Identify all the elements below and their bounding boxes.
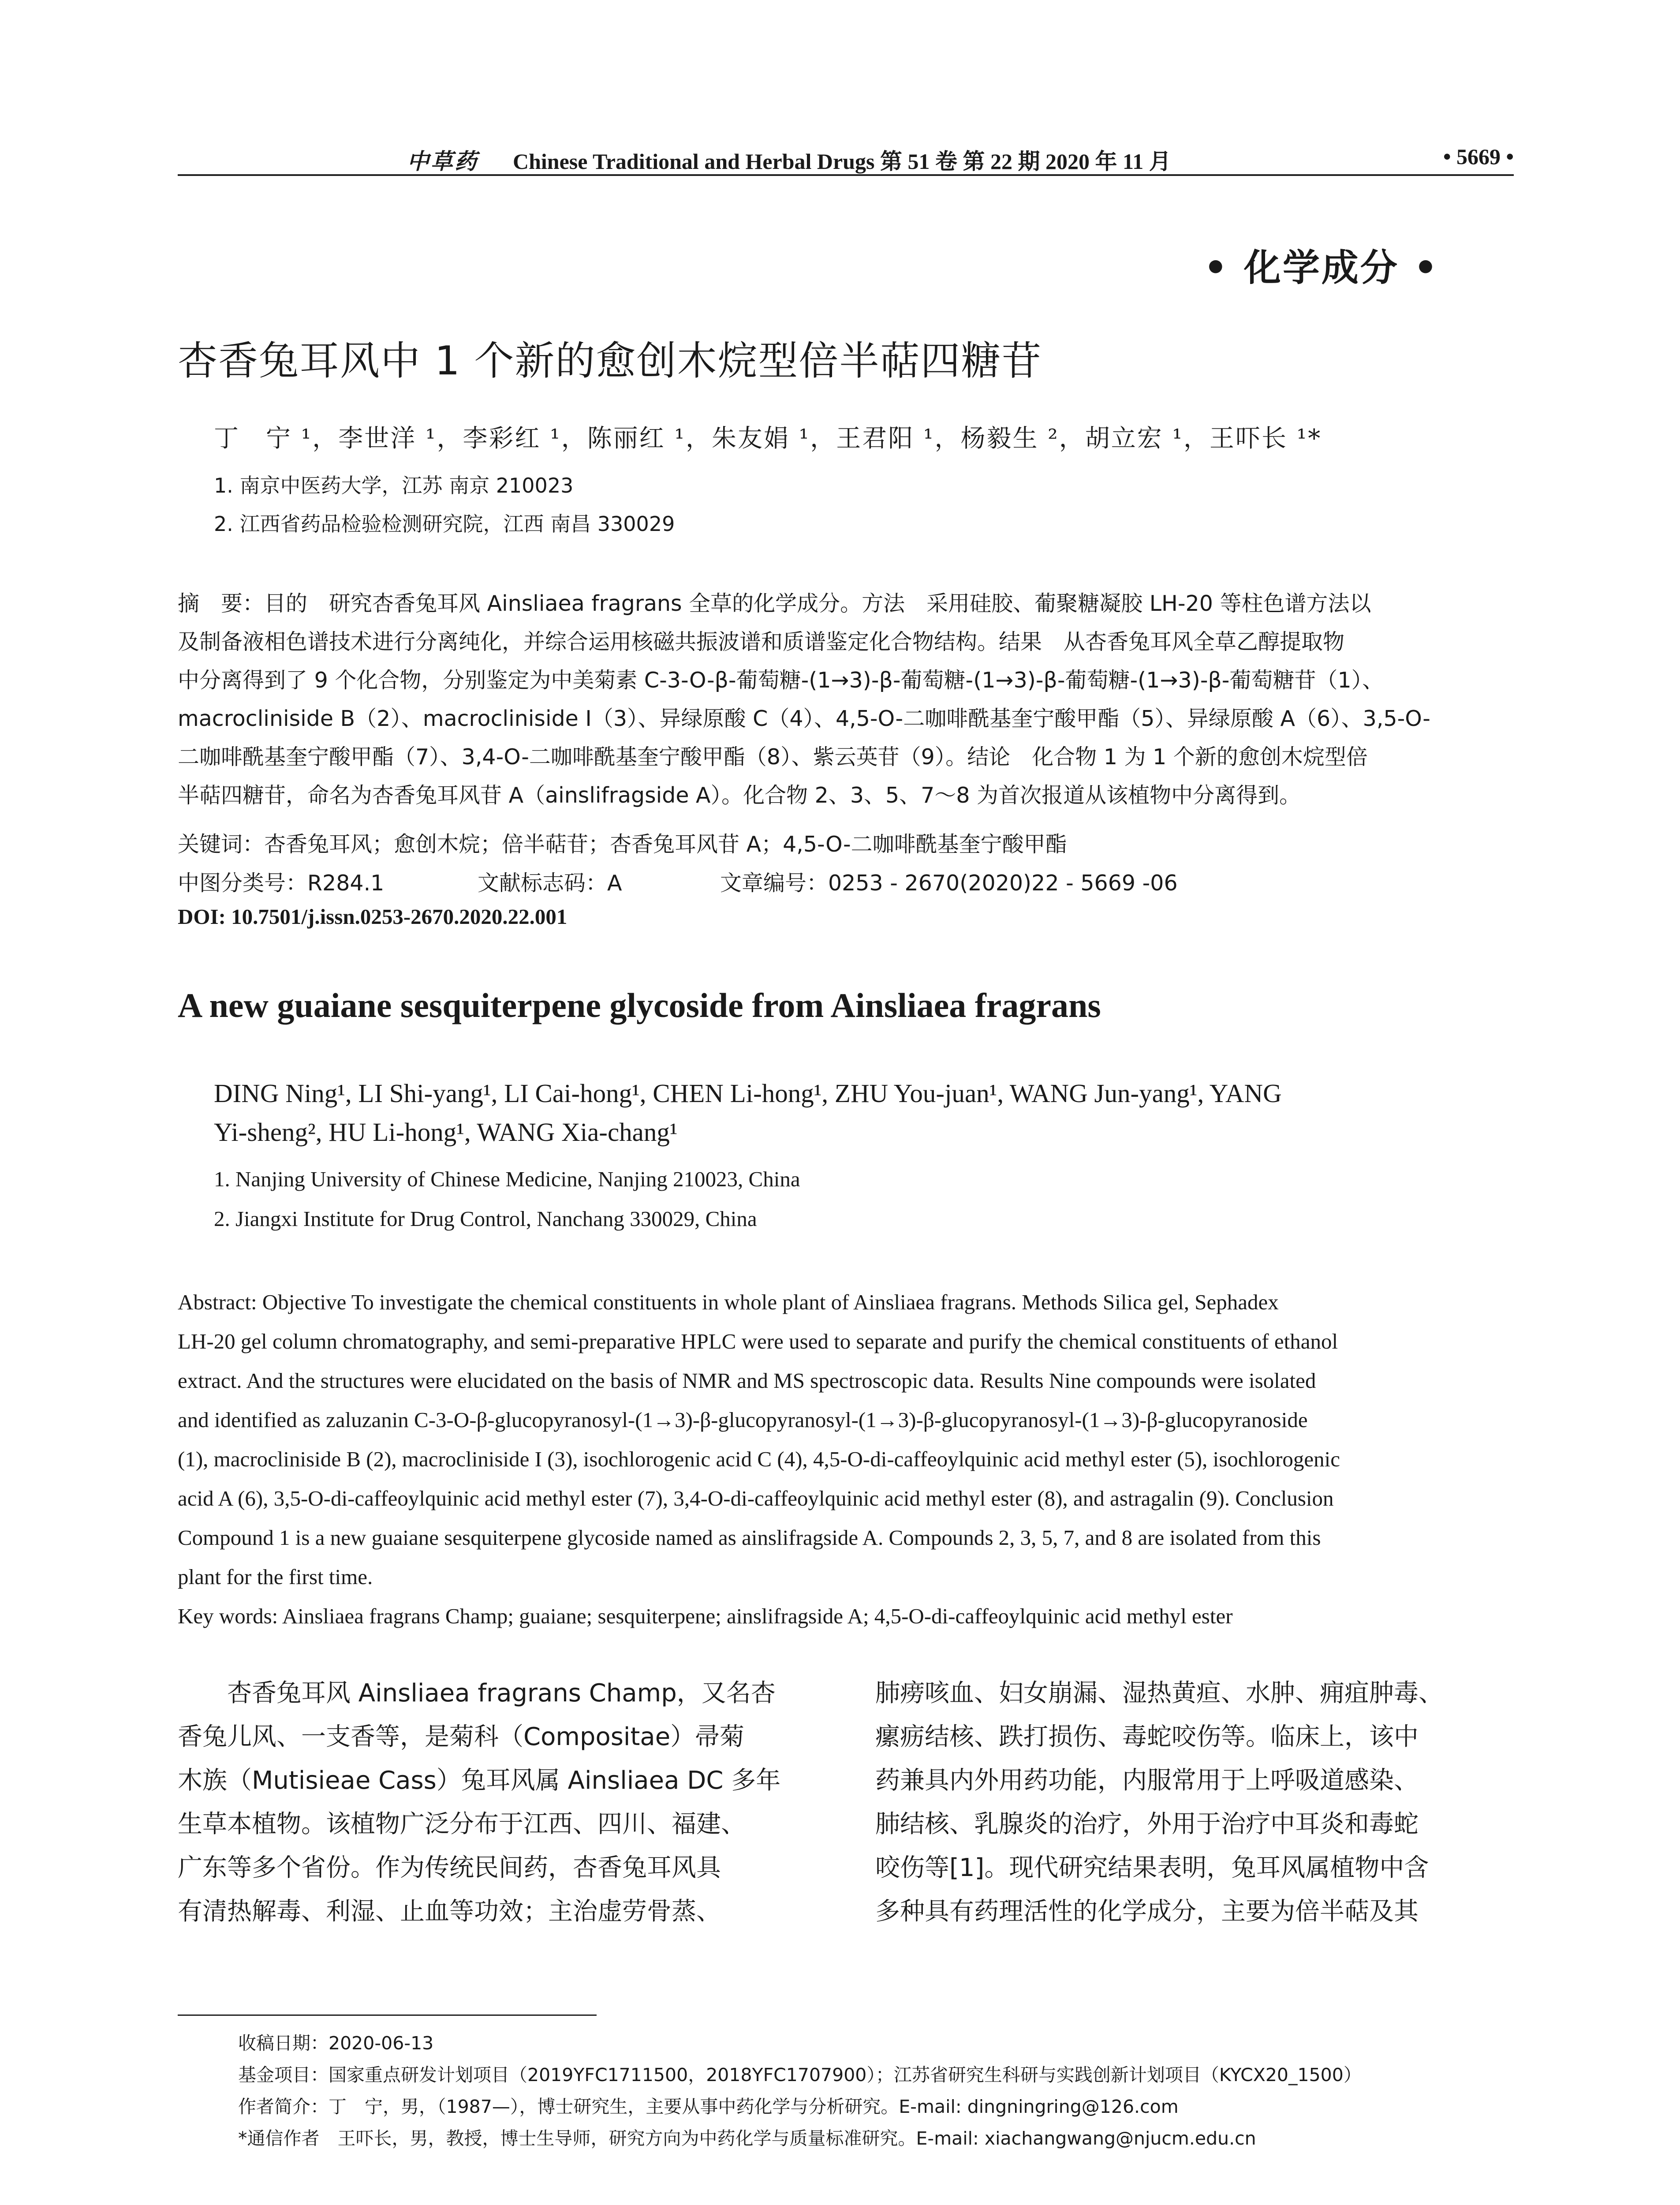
header-rule	[178, 174, 1514, 176]
affiliation-cn-1: 1. 南京中医药大学，江苏 南京 210023	[214, 474, 574, 497]
body-line: 生草本植物。该植物广泛分布于江西、四川、福建、	[178, 1810, 746, 1839]
abstract-en-line: Abstract: Objective To investigate the chemical constituents in whole plant of Ainsliaea fragrans. Methods Silica gel, Sephadex	[178, 1290, 1279, 1314]
title-cn: 杏香兔耳风中 1 个新的愈创木烷型倍半萜四糖苷	[178, 338, 1042, 384]
body-line: 肺结核、乳腺炎的治疗，外用于治疗中耳炎和毒蛇	[875, 1810, 1419, 1839]
journal-info: Chinese Traditional and Herbal Drugs 第 51 卷 第 22 期 2020 年 11 月	[513, 149, 1171, 174]
body-line: 有清热解毒、利湿、止血等功效；主治虚劳骨蒸、	[178, 1897, 721, 1926]
abstract-en-line: extract. And the structures were elucidated on the basis of NMR and MS spectroscopic data. Results Nine compounds were isolated	[178, 1368, 1316, 1393]
body-line: 木族（Mutisieae Cass）兔耳风属 Ainsliaea DC 多年	[178, 1766, 781, 1795]
authors-en	[214, 1074, 1515, 1151]
footnote-received: 收稿日期：2020-06-13	[238, 2033, 434, 2054]
footnote-author: 作者简介：丁 宁，男，（1987—），博士研究生，主要从事中药化学与分析研究。E-mail: dingningring@126.com	[238, 2096, 1179, 2117]
abstract-cn-line: macrocliniside B（2）、macrocliniside I（3）、异绿原酸 C（4）、4,5-O-二咖啡酰基奎宁酸甲酯（5）、异绿原酸 A（6）、3,5-O-	[178, 706, 1430, 731]
footnote-corresponding: *通信作者 王吓长，男，教授，博士生导师，研究方向为中药化学与质量标准研究。E-mail: xiachangwang@njucm.edu.cn	[238, 2128, 1256, 2149]
body-line: 杏香兔耳风 Ainsliaea fragrans Champ，又名杏	[178, 1679, 776, 1708]
article-number: 文章编号：0253 - 2670(2020)22 - 5669 -06	[720, 871, 1178, 896]
authors-en-line: DING Ning¹, LI Shi-yang¹, LI Cai-hong¹, CHEN Li-hong¹, ZHU You-juan¹, WANG Jun-yang¹, YANG	[214, 1079, 1282, 1108]
footnote-rule	[178, 2014, 597, 2016]
keywords-en: Key words: Ainsliaea fragrans Champ; guaiane; sesquiterpene; ainslifragside A; 4,5-O-di-caffeoylquinic acid methyl ester	[178, 1604, 1233, 1628]
abstract-en-line: and identified as zaluzanin C-3-O-β-glucopyranosyl-(1→3)-β-glucopyranosyl-(1→3)-β-glucopyranosyl-(1→3)-β-glucopyranoside	[178, 1408, 1308, 1432]
abstract-cn-line: 中分离得到了 9 个化合物，分别鉴定为中美菊素 C-3-O-β-葡萄糖-(1→3)-β-葡萄糖-(1→3)-β-葡萄糖-(1→3)-β-葡萄糖苷（1）、	[178, 668, 1384, 693]
affiliation-en-1: 1. Nanjing University of Chinese Medicine, Nanjing 210023, China	[214, 1167, 800, 1191]
abstract-en-line: plant for the first time.	[178, 1565, 373, 1589]
abstract-en-line: LH-20 gel column chromatography, and semi-preparative HPLC were used to separate and purify the chemical constituents of ethanol	[178, 1329, 1338, 1353]
body-column-right	[875, 1671, 1510, 1933]
body-line: 瘰疬结核、跌打损伤、毒蛇咬伤等。临床上，该中	[875, 1723, 1419, 1751]
section-label: • 化学成分 •	[1204, 246, 1439, 289]
doi: DOI: 10.7501/j.issn.0253-2670.2020.22.001	[178, 904, 567, 929]
abstract-en-line: (1), macrocliniside B (2), macrocliniside I (3), isochlorogenic acid C (4), 4,5-O-di-caffeoylquinic acid methyl ester (5), isochlorogenic	[178, 1447, 1340, 1471]
footnote-funding: 基金项目：国家重点研发计划项目（2019YFC1711500，2018YFC1707900）；江苏省研究生科研与实践创新计划项目（KYCX20_1500）	[238, 2064, 1362, 2085]
abstract-en-line: Compound 1 is a new guaiane sesquiterpene glycoside named as ainslifragside A. Compounds 2, 3, 5, 7, and 8 are isolated from this	[178, 1525, 1321, 1550]
abstract-en	[178, 1282, 1514, 1596]
authors-en-line: Yi-sheng², HU Li-hong¹, WANG Xia-chang¹	[214, 1117, 678, 1147]
body-line: 肺痨咳血、妇女崩漏、湿热黄疸、水肿、痈疽肿毒、	[875, 1679, 1443, 1708]
abstract-cn-line: 二咖啡酰基奎宁酸甲酯（7）、3,4-O-二咖啡酰基奎宁酸甲酯（8）、紫云英苷（9）。结论 化合物 1 为 1 个新的愈创木烷型倍	[178, 744, 1368, 770]
abstract-cn-line: 及制备液相色谱技术进行分离纯化，并综合运用核磁共振波谱和质谱鉴定化合物结构。结果 从杏香兔耳风全草乙醇提取物	[178, 629, 1345, 654]
body-line: 香兔儿风、一支香等，是菊科（Compositae）帚菊	[178, 1723, 745, 1751]
affiliation-cn-2: 2. 江西省药品检验检测研究院，江西 南昌 330029	[214, 512, 675, 536]
body-line: 药兼具内外用药功能，内服常用于上呼吸道感染、	[875, 1766, 1419, 1795]
classification-row	[178, 866, 1514, 901]
title-en: A new guaiane sesquiterpene glycoside from Ainsliaea fragrans	[178, 986, 1101, 1024]
abstract-en-line: acid A (6), 3,5-O-di-caffeoylquinic acid methyl ester (7), 3,4-O-di-caffeoylquinic acid methyl ester (8), and astragalin (9). Conclusion	[178, 1486, 1334, 1510]
journal-logo: 中草药	[407, 149, 478, 174]
body-line: 咬伤等[1]。现代研究结果表明，兔耳风属植物中含	[875, 1854, 1429, 1882]
body-line: 多种具有药理活性的化学成分，主要为倍半萜及其	[875, 1897, 1419, 1926]
abstract-cn	[178, 584, 1514, 815]
body-column-left	[178, 1671, 813, 1933]
keywords-cn: 关键词：杏香兔耳风；愈创木烷；倍半萜苷；杏香兔耳风苷 A；4,5-O-二咖啡酰基奎宁酸甲酯	[178, 832, 1067, 857]
page-number: • 5669 •	[1443, 144, 1514, 169]
authors-cn: 丁 宁 ¹，李世洋 ¹，李彩红 ¹，陈丽红 ¹，朱友娟 ¹，王君阳 ¹，杨毅生 ²，胡立宏 ¹，王吓长 ¹*	[214, 424, 1322, 453]
affiliation-en-2: 2. Jiangxi Institute for Drug Control, Nanchang 330029, China	[214, 1207, 757, 1231]
body-line: 广东等多个省份。作为传统民间药，杏香兔耳风具	[178, 1854, 721, 1882]
abstract-cn-line: 摘 要：目的 研究杏香兔耳风 Ainsliaea fragrans 全草的化学成分。方法 采用硅胶、葡聚糖凝胶 LH-20 等柱色谱方法以	[178, 591, 1371, 616]
abstract-cn-line: 半萜四糖苷，命名为杏香兔耳风苷 A（ainslifragside A）。化合物 2、3、5、7～8 为首次报道从该植物中分离得到。	[178, 783, 1301, 808]
document-code: 文献标志码：A	[478, 871, 622, 896]
clc-number: 中图分类号：R284.1	[178, 871, 385, 896]
